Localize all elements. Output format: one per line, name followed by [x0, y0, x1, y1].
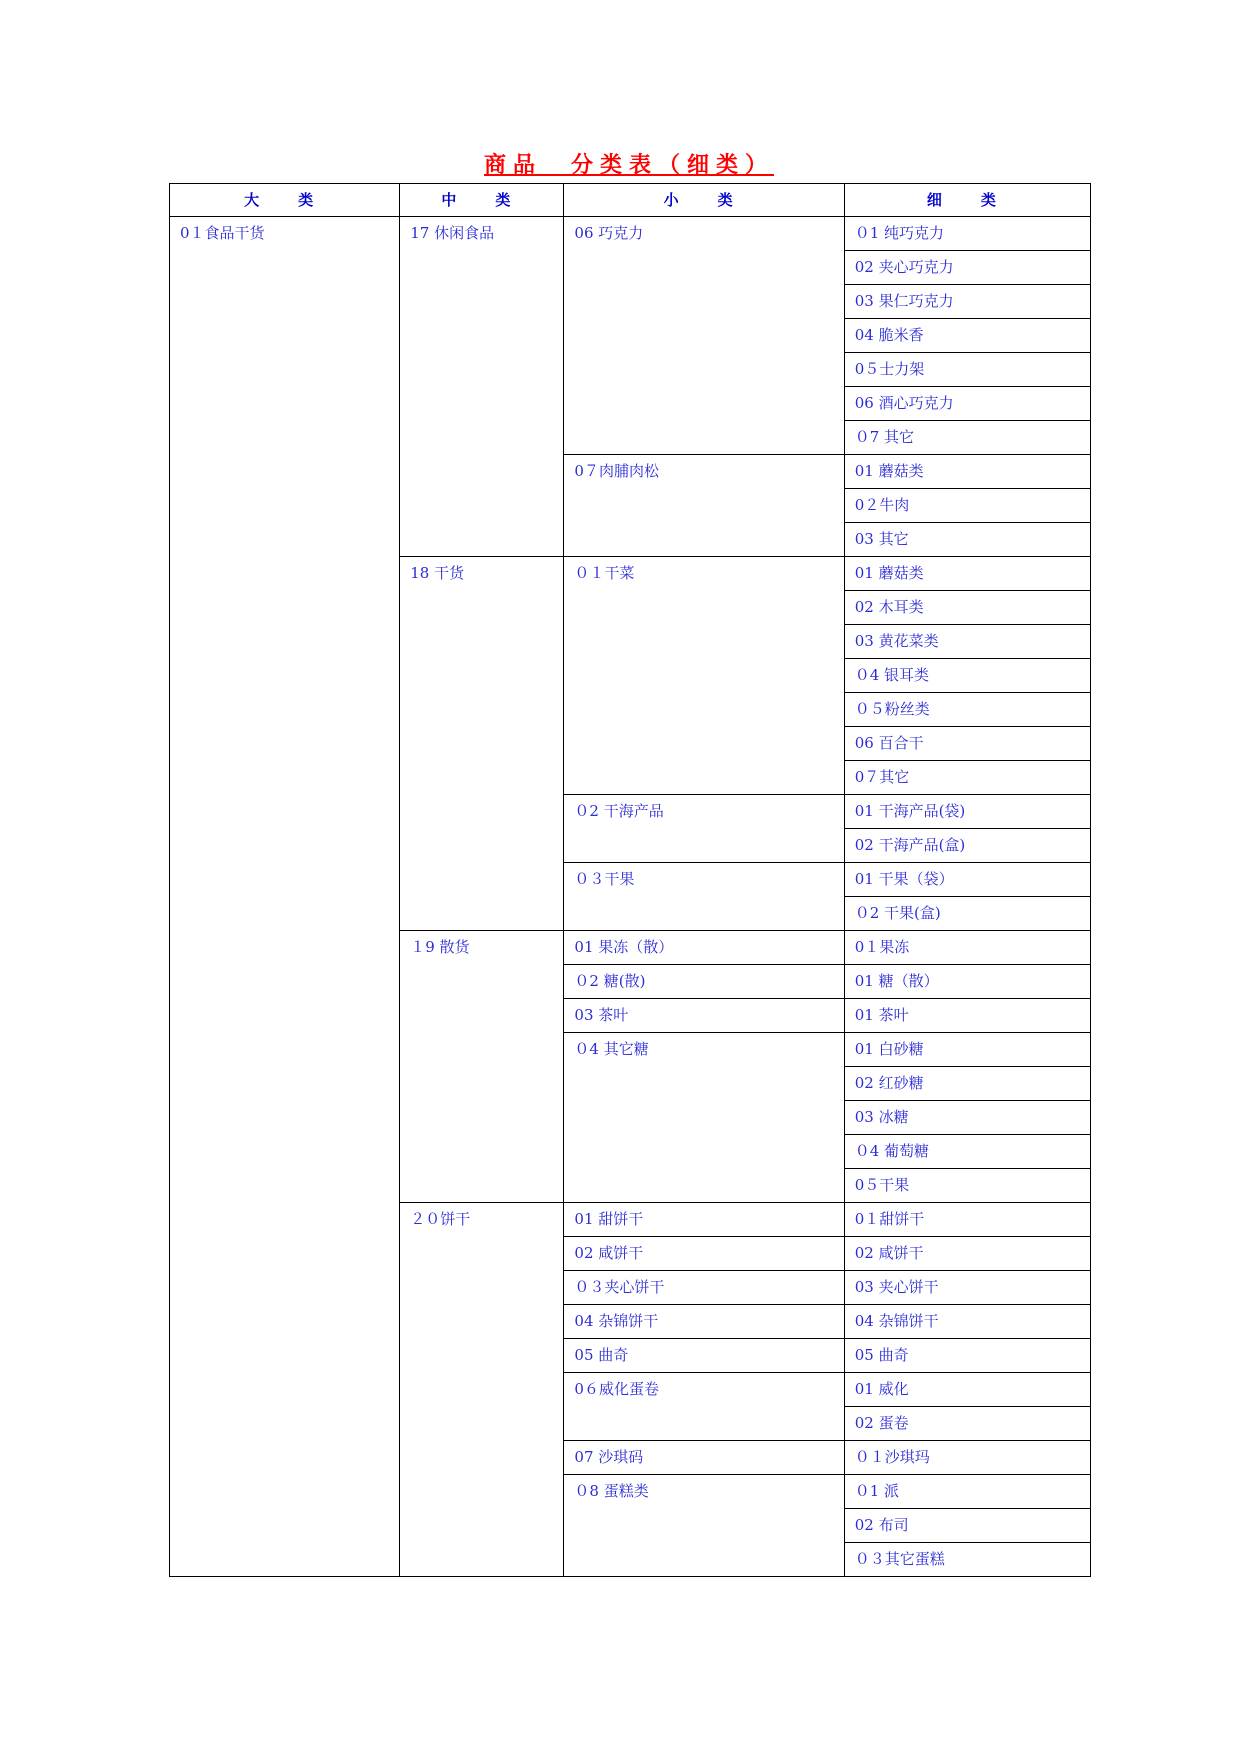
fine-category-cell: 0５士力架 [844, 353, 1090, 387]
fine-category-cell: 03 夹心饼干 [844, 1271, 1090, 1305]
table-body [170, 217, 1091, 1577]
fine-category-cell: ０4 葡萄糖 [844, 1135, 1090, 1169]
fine-category-cell: 02 红砂糖 [844, 1067, 1090, 1101]
fine-category-cell: 04 杂锦饼干 [844, 1305, 1090, 1339]
fine-category-cell: 0１果冻 [844, 931, 1090, 965]
fine-category-cell: 03 冰糖 [844, 1101, 1090, 1135]
fine-category-cell: 03 果仁巧克力 [844, 285, 1090, 319]
minor-category-cell: ０8 蛋糕类 [564, 1475, 844, 1577]
fine-category-cell: 0５干果 [844, 1169, 1090, 1203]
category-table [169, 183, 1091, 1577]
fine-category-cell: ０1 派 [844, 1475, 1090, 1509]
minor-category-cell: 01 果冻（散） [564, 931, 844, 965]
fine-category-cell: ０１沙琪玛 [844, 1441, 1090, 1475]
mid-category-cell: １9 散货 [400, 931, 564, 1203]
minor-category-cell: 0６威化蛋卷 [564, 1373, 844, 1441]
fine-category-cell: 04 脆米香 [844, 319, 1090, 353]
table-row [170, 217, 1091, 251]
fine-category-cell: 01 蘑菇类 [844, 455, 1090, 489]
fine-category-cell: ０2 干果(盒) [844, 897, 1090, 931]
minor-category-cell: 02 咸饼干 [564, 1237, 844, 1271]
fine-category-cell: 01 白砂糖 [844, 1033, 1090, 1067]
fine-category-cell: 03 黄花菜类 [844, 625, 1090, 659]
fine-category-cell: 02 咸饼干 [844, 1237, 1090, 1271]
fine-category-cell: ０1 纯巧克力 [844, 217, 1090, 251]
fine-category-cell: 01 茶叶 [844, 999, 1090, 1033]
header-row [170, 184, 1091, 217]
fine-category-cell: 05 曲奇 [844, 1339, 1090, 1373]
fine-category-cell: 0２牛肉 [844, 489, 1090, 523]
mid-category-cell: 18 干货 [400, 557, 564, 931]
document-title: 商品 分类表（细类） [483, 152, 774, 178]
fine-category-cell: ０５粉丝类 [844, 693, 1090, 727]
fine-category-cell: 01 干海产品(袋) [844, 795, 1090, 829]
header-minor: 小 类 [564, 184, 844, 217]
minor-category-cell: ０4 其它糖 [564, 1033, 844, 1203]
header-fine: 细 类 [844, 184, 1090, 217]
header-major: 大 类 [170, 184, 400, 217]
major-category-cell: 0１食品干货 [170, 217, 400, 1577]
fine-category-cell: ０4 银耳类 [844, 659, 1090, 693]
minor-category-cell: 01 甜饼干 [564, 1203, 844, 1237]
fine-category-cell: 02 夹心巧克力 [844, 251, 1090, 285]
minor-category-cell: 03 茶叶 [564, 999, 844, 1033]
minor-category-cell: ０１干菜 [564, 557, 844, 795]
fine-category-cell: 02 蛋卷 [844, 1407, 1090, 1441]
fine-category-cell: 01 糖（散） [844, 965, 1090, 999]
minor-category-cell: ０３干果 [564, 863, 844, 931]
fine-category-cell: 02 干海产品(盒) [844, 829, 1090, 863]
minor-category-cell: 07 沙琪码 [564, 1441, 844, 1475]
fine-category-cell: 01 威化 [844, 1373, 1090, 1407]
minor-category-cell: 04 杂锦饼干 [564, 1305, 844, 1339]
fine-category-cell: 0７其它 [844, 761, 1090, 795]
minor-category-cell: 06 巧克力 [564, 217, 844, 455]
header-mid: 中 类 [400, 184, 564, 217]
fine-category-cell: 0１甜饼干 [844, 1203, 1090, 1237]
minor-category-cell: 0７肉脯肉松 [564, 455, 844, 557]
mid-category-cell: 17 休闲食品 [400, 217, 564, 557]
fine-category-cell: 02 木耳类 [844, 591, 1090, 625]
minor-category-cell: ０2 糖(散) [564, 965, 844, 999]
mid-category-cell: ２０饼干 [400, 1203, 564, 1577]
fine-category-cell: ０３其它蛋糕 [844, 1543, 1090, 1577]
minor-category-cell: ０2 干海产品 [564, 795, 844, 863]
minor-category-cell: 05 曲奇 [564, 1339, 844, 1373]
fine-category-cell: 02 布司 [844, 1509, 1090, 1543]
fine-category-cell: 06 百合干 [844, 727, 1090, 761]
fine-category-cell: 01 干果（袋） [844, 863, 1090, 897]
fine-category-cell: ０7 其它 [844, 421, 1090, 455]
fine-category-cell: 01 蘑菇类 [844, 557, 1090, 591]
fine-category-cell: 06 酒心巧克力 [844, 387, 1090, 421]
fine-category-cell: 03 其它 [844, 523, 1090, 557]
minor-category-cell: ０３夹心饼干 [564, 1271, 844, 1305]
